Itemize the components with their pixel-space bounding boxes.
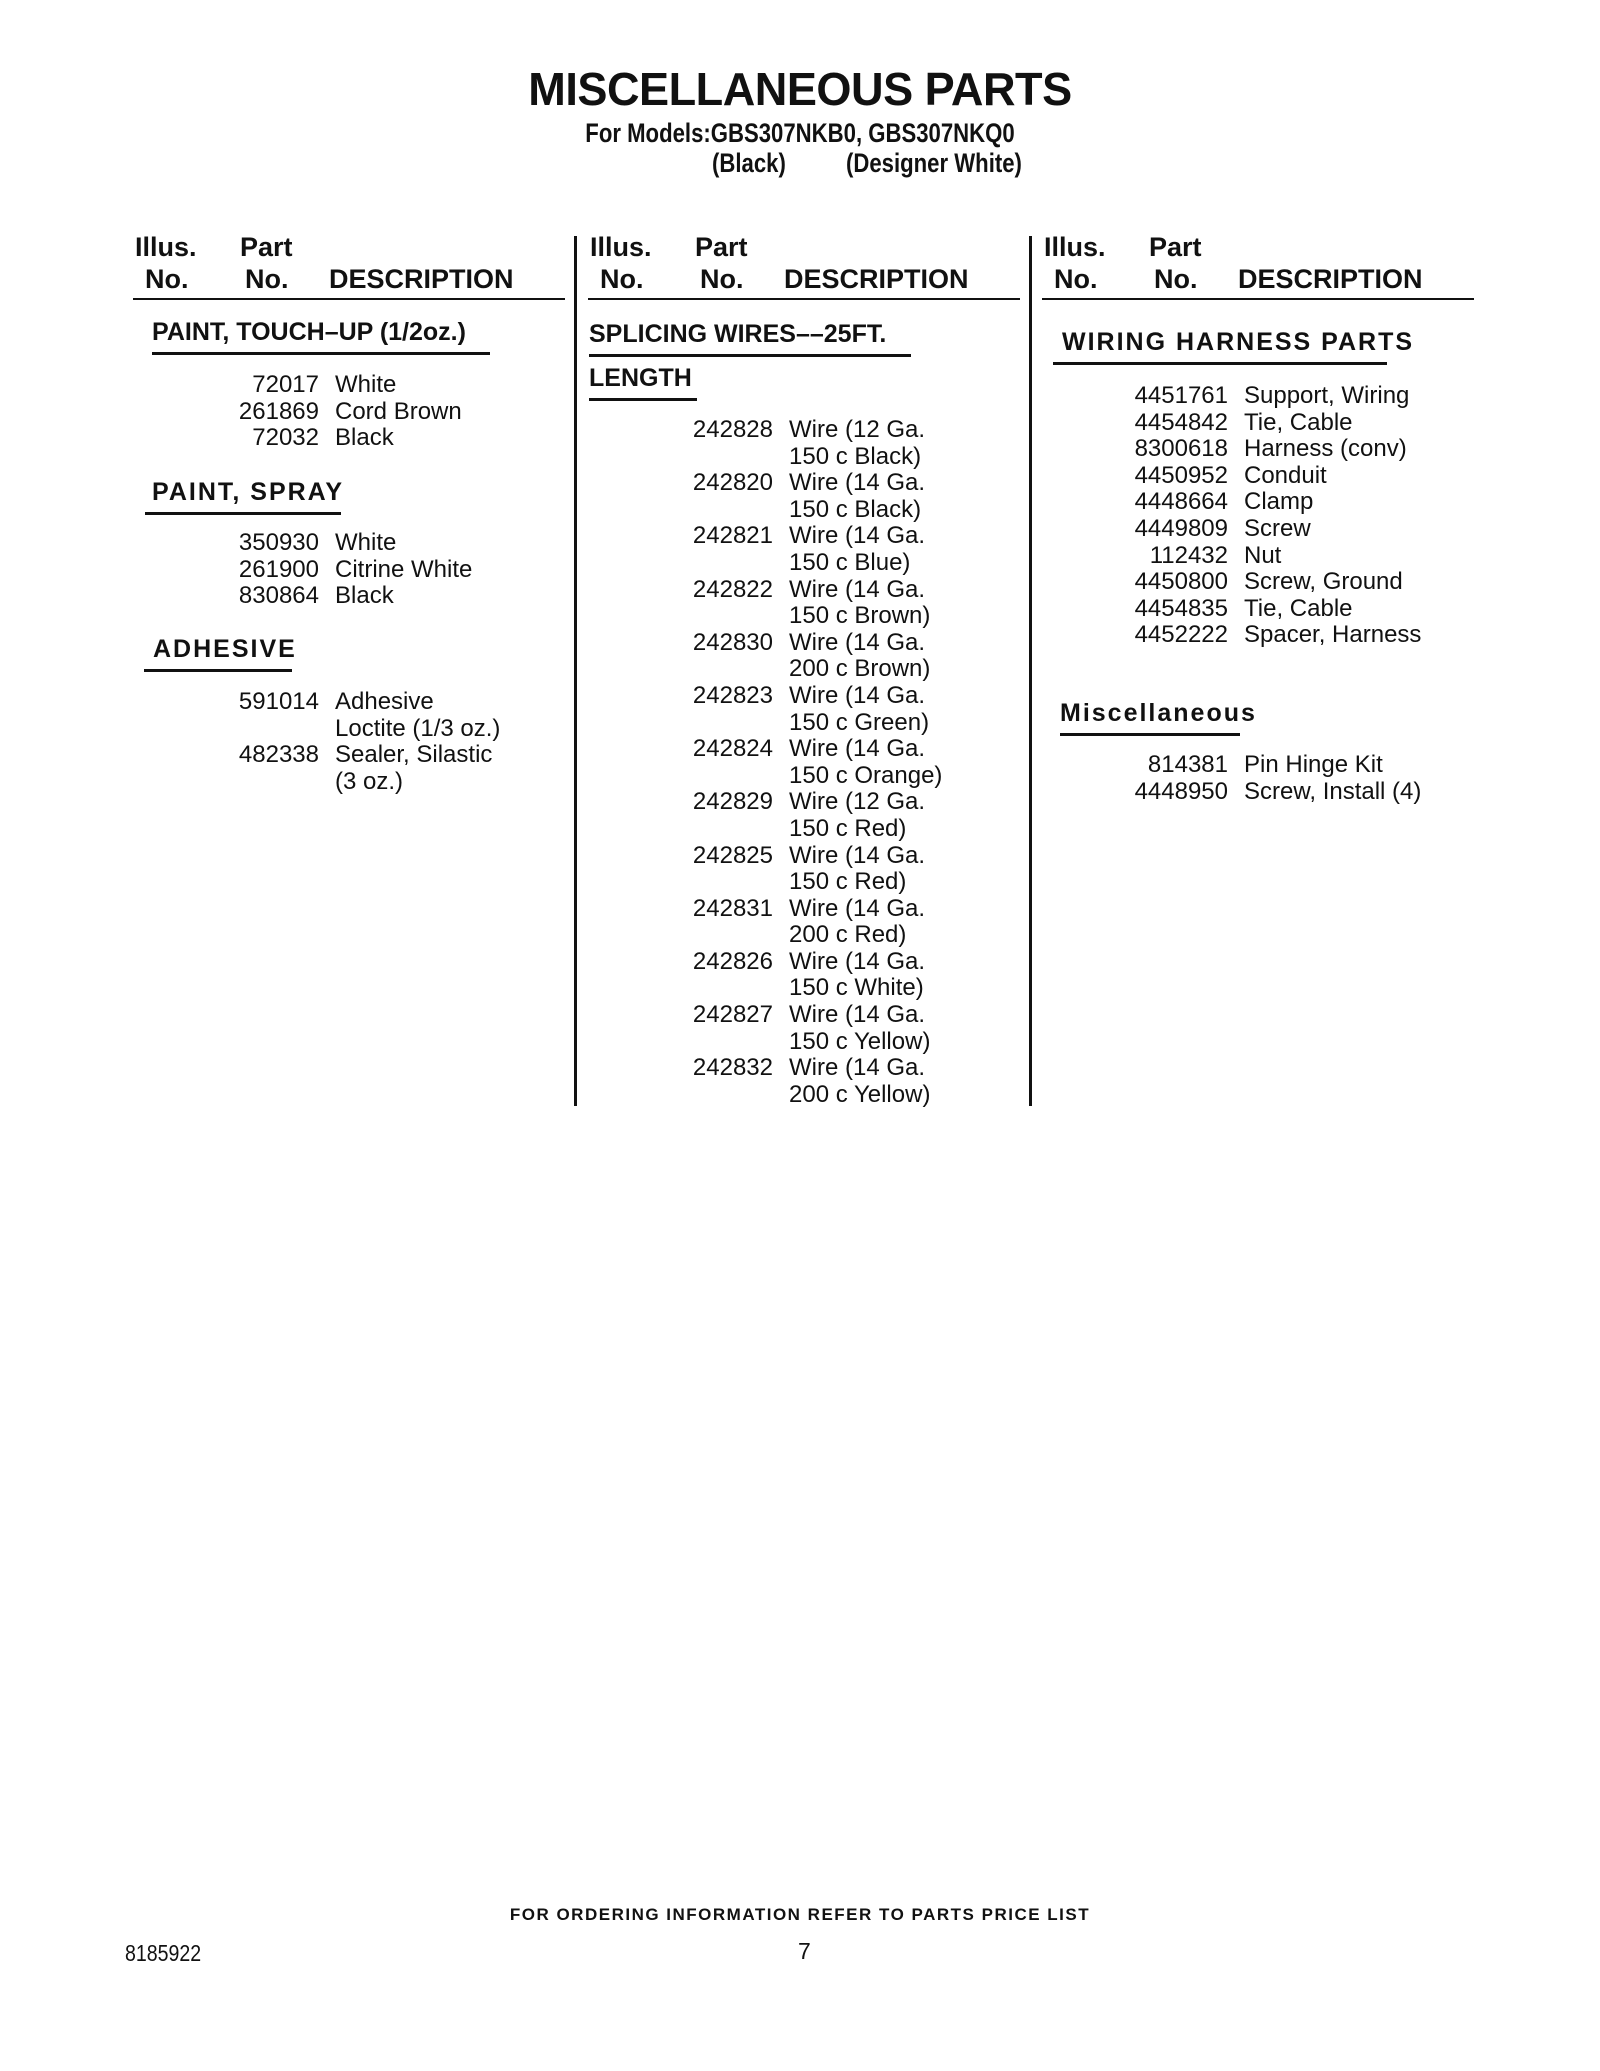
list-item: 242826 Wire (14 Ga. [692, 947, 926, 975]
parts-column-1 [133, 230, 565, 300]
list-item: 4448664 Clamp [1134, 488, 1314, 516]
list-item: 4454842 Tie, Cable [1134, 408, 1353, 436]
list-item: 72032 Black [252, 424, 394, 452]
parts-list: 242828 Wire (12 Ga. 150 c Black) 242820 Wire (14 Ga. 150 c Black) 242821 Wire (14 Ga. 150 c Blue) 242822 Wire (14 Ga. 150 c Brown) 242830 Wire (14 Ga. 200 c Brown) 242823 Wire (14 Ga. 150 c Green) 242824 Wire (14 Ga. 150 c Orange) 242829 Wire (12 Ga. 150 c Red) 242825 Wire (14 Ga. 150 c Red) 242831 Wire (14 Ga. 200 c Red) 242826 Wire (14 Ga. 150 c White) 242827 Wire (14 Ga. 150 c Yellow) 242832 Wire (14 Ga. 200 c Yellow) [655, 417, 942, 1108]
list-item: 242829 Wire (12 Ga. [692, 788, 926, 816]
list-item: 591014 Adhesive [238, 688, 434, 715]
list-item: 261900 Citrine White [238, 555, 473, 583]
illus-no-header: No. [145, 264, 189, 294]
list-item: 242825 Wire (14 Ga. [692, 841, 926, 869]
list-item: 242830 Wire (14 Ga. [692, 628, 926, 656]
section-title: WIRING HARNESS PARTS [1062, 328, 1414, 357]
list-item: 4448950 Screw, Install (4) [1134, 777, 1422, 805]
section-title-line2: LENGTH [589, 364, 692, 393]
page-number: 7 [798, 1938, 811, 1964]
list-item: 242821 Wire (14 Ga. [692, 522, 926, 550]
illus-header: Illus. [590, 232, 652, 262]
illus-no-header: No. [600, 264, 644, 294]
description-header: DESCRIPTION [784, 264, 969, 294]
illus-header: Illus. [135, 232, 197, 262]
section-title: PAINT, SPRAY [152, 478, 344, 507]
parts-list: 591014 Adhesive Loctite (1/3 oz.) 482338 Sealer, Silastic (3 oz.) [201, 689, 500, 795]
part-header: Part [1149, 232, 1202, 262]
models-subtitle: For Models:GBS307NKB0, GBS307NKQ0 [585, 118, 1015, 148]
model-color-black: (Black) [712, 148, 786, 178]
section-title: PAINT, TOUCH–UP (1/2oz.) [152, 318, 466, 347]
column-divider [1029, 236, 1032, 1106]
section-title: ADHESIVE [153, 635, 297, 664]
column-header [133, 230, 565, 300]
list-item: 4449809 Screw [1134, 514, 1311, 542]
parts-list [1110, 383, 1421, 649]
list-item: 4451761 Support, Wiring [1134, 382, 1410, 409]
section-title: SPLICING WIRES––25FT. [589, 320, 886, 349]
parts-list [1110, 752, 1421, 805]
list-item: 242827 Wire (14 Ga. [692, 1001, 926, 1029]
ordering-note: FOR ORDERING INFORMATION REFER TO PARTS PRICE LIST [509, 1905, 1091, 1924]
column-divider [574, 236, 577, 1106]
part-header: Part [695, 232, 748, 262]
list-item: 242822 Wire (14 Ga. [692, 575, 926, 603]
list-item: 482338 Sealer, Silastic [238, 741, 493, 769]
part-no-header: No. [245, 264, 289, 294]
list-item: 242820 Wire (14 Ga. [692, 469, 926, 497]
illus-no-header: No. [1054, 264, 1098, 294]
list-item: 4452222 Spacer, Harness [1134, 621, 1422, 649]
list-item: 242828 Wire (12 Ga. [692, 416, 926, 443]
list-item: 242823 Wire (14 Ga. [692, 681, 926, 709]
part-header: Part [240, 232, 293, 262]
part-no-header: No. [1154, 264, 1198, 294]
parts-list [201, 530, 472, 610]
illus-header: Illus. [1044, 232, 1106, 262]
column-header [588, 230, 1020, 300]
list-item: 350930 White [238, 529, 397, 556]
column-header [1042, 230, 1474, 300]
list-item: 242832 Wire (14 Ga. [692, 1054, 926, 1082]
list-item: 261869 Cord Brown [238, 397, 462, 425]
list-item: 4454835 Tie, Cable [1134, 594, 1353, 622]
list-item: 72017 White [252, 371, 397, 398]
model-color-designer-white: (Designer White) [846, 148, 1022, 178]
list-item: 112432 Nut [1149, 541, 1282, 569]
parts-column-2 [588, 230, 1020, 300]
description-header: DESCRIPTION [329, 264, 514, 294]
description-header: DESCRIPTION [1238, 264, 1423, 294]
list-item: 4450800 Screw, Ground [1134, 568, 1403, 596]
page-title: MISCELLANEOUS PARTS [528, 63, 1072, 115]
document-number: 8185922 [125, 1940, 202, 1966]
list-item: 8300618 Harness (conv) [1134, 435, 1407, 463]
part-no-header: No. [700, 264, 744, 294]
parts-list [201, 372, 462, 452]
list-item: 242831 Wire (14 Ga. [692, 894, 926, 922]
section-title: Miscellaneous [1060, 699, 1257, 728]
list-item: 830864 Black [238, 582, 394, 610]
list-item: 242824 Wire (14 Ga. [692, 735, 926, 763]
list-item: 4450952 Conduit [1134, 461, 1327, 489]
parts-column-3 [1042, 230, 1474, 300]
list-item: 814381 Pin Hinge Kit [1147, 751, 1383, 778]
